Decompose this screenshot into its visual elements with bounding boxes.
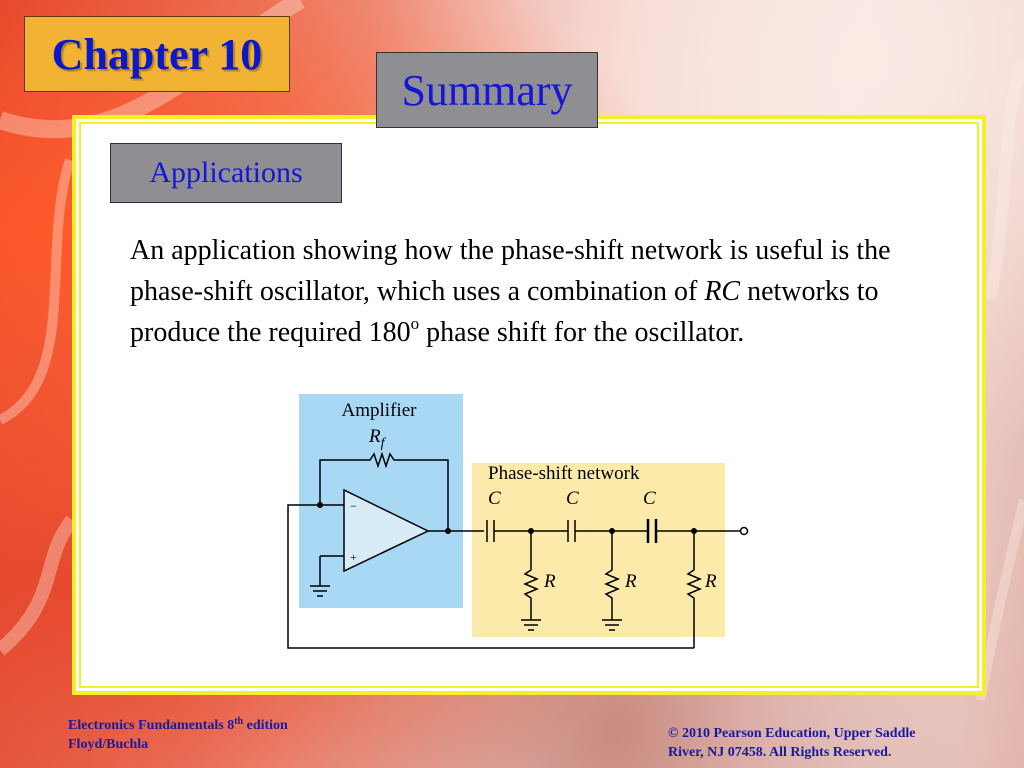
body-text-part1: An application showing how the phase-shift network is useful is the phase-shift oscillator, which uses a combination of [130, 235, 891, 307]
resistor-label-3: R [705, 571, 717, 592]
capacitor-label-1: C [488, 488, 501, 509]
amplifier-label: Amplifier [341, 400, 417, 421]
footer-book-info [68, 716, 288, 754]
rf-label: $R_f$ [369, 426, 385, 451]
copyright-line-1: © 2010 Pearson Education, Upper Saddle [668, 726, 916, 741]
amplifier-region [299, 394, 463, 608]
section-label: Applications [149, 156, 303, 189]
body-text-part3: phase shift for the oscillator. [419, 317, 745, 348]
footer-book-title: Electronics Fundamentals 8th edition [68, 716, 288, 733]
body-text-rc: RC [704, 276, 741, 307]
slide-title-box [376, 52, 598, 128]
capacitor-label-2: C [566, 488, 579, 509]
footer-copyright [668, 724, 988, 762]
network-region [472, 463, 725, 637]
resistor-label-2: R [625, 571, 637, 592]
degree-superscript: o [410, 314, 420, 333]
opamp-minus: − [350, 499, 357, 513]
chapter-label: Chapter 10 [51, 29, 263, 79]
body-text-part2: networks to produce the required 180 [130, 276, 879, 348]
slide-title: Summary [401, 65, 573, 115]
capacitor-label-3: C [643, 488, 656, 509]
footer-authors: Floyd/Buchla [68, 737, 149, 752]
section-label-box [110, 143, 342, 203]
copyright-line-2: River, NJ 07458. All Rights Reserved. [668, 745, 892, 760]
resistor-label-1: R [544, 571, 556, 592]
opamp-plus: + [350, 550, 357, 564]
network-label: Phase-shift network [488, 463, 640, 484]
